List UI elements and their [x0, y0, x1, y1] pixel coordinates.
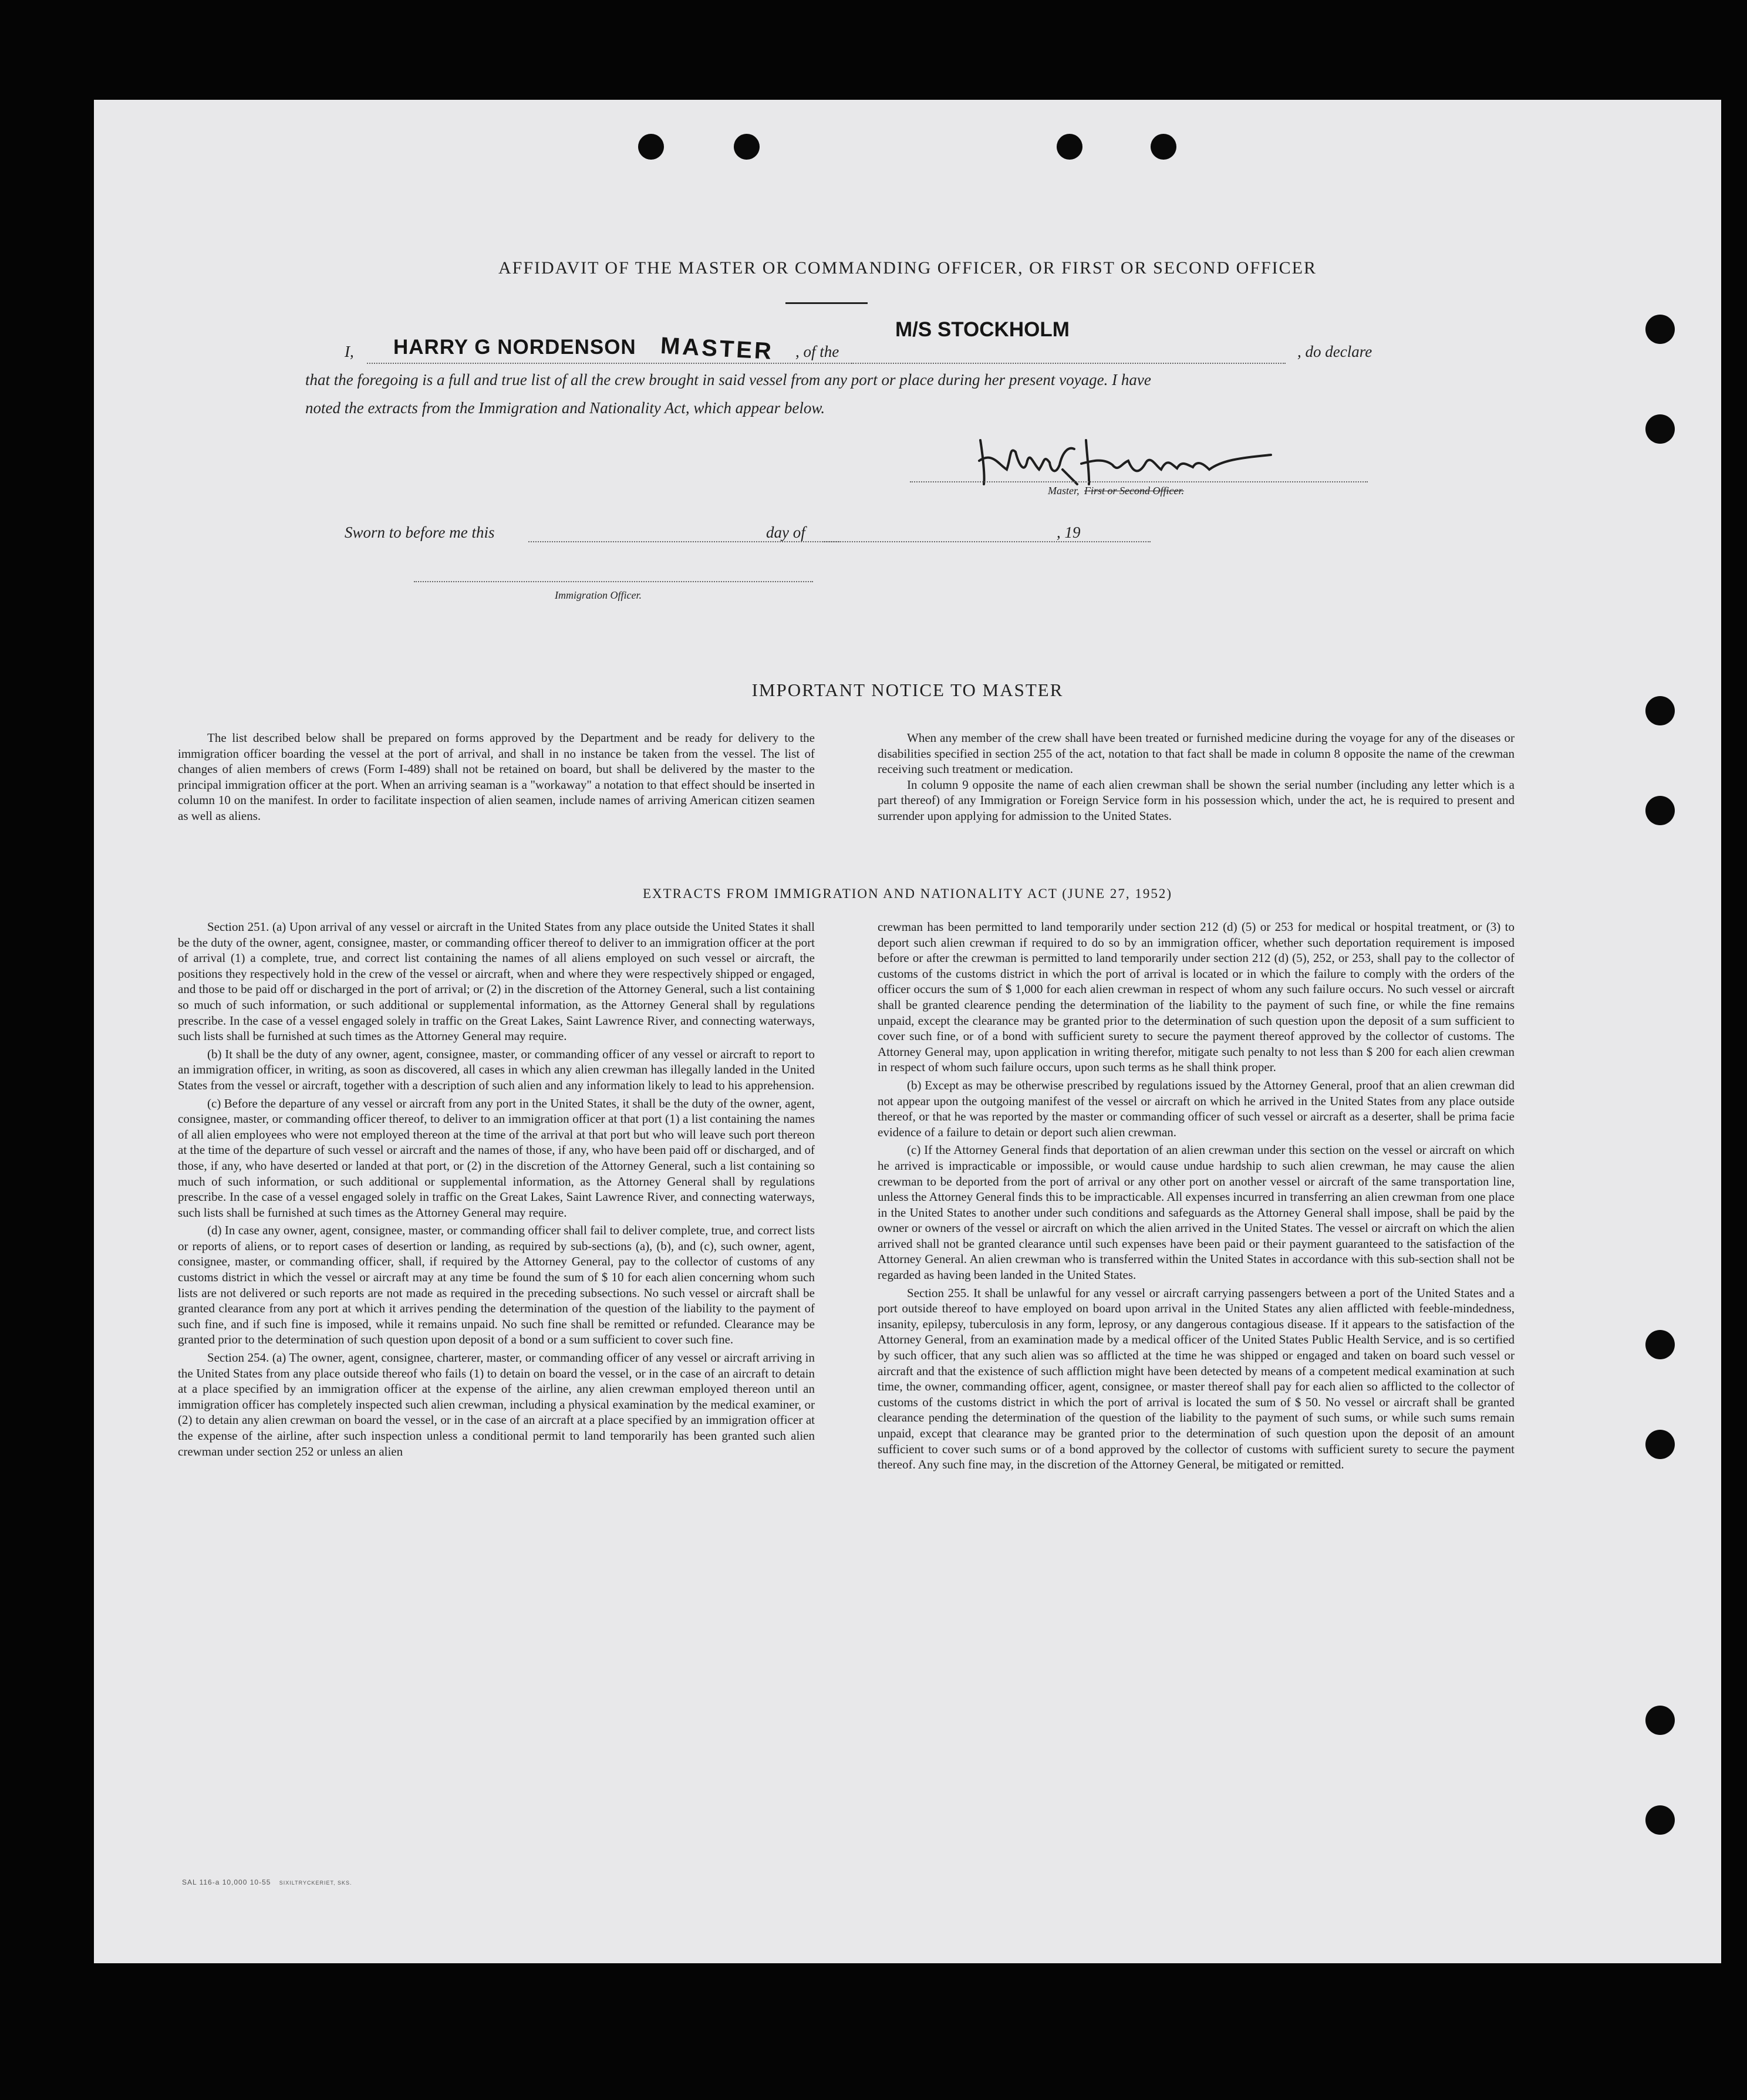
- master-rank-stamp: MASTER: [660, 332, 774, 365]
- signature-label: [1048, 485, 1184, 497]
- declare-line-2: that the foregoing is a full and true list of all the crew brought in said vessel from any port or place during her present voyage. I have: [305, 371, 1151, 389]
- extract-paragraph: (b) It shall be the duty of any owner, agent, consignee, master, or commanding officer of any vessel or aircraft to report to an immigration officer, in writing, as soon as discovered, all cases in which any alien crewman has illegally landed in the United States from the vessel or aircraft, together with a description of such alien and any information likely to lead to his apprehension.: [178, 1046, 815, 1092]
- extract-paragraph: (b) Except as may be otherwise prescribed by regulations issued by the Attorney General, proof that an alien crewman did not appear upon the outgoing manifest of the vessel or aircraft on which he arrived in the United States from any place outside thereof, or that he was reported by the master or commanding officer of such vessel or aircraft as a deserter, shall be prima facie evidence of a failure to detain or deport such alien crewman.: [878, 1078, 1515, 1139]
- extract-paragraph: crewman has been permitted to land temporarily under section 212 (d) (5) or 253 for medical or hospital treatment, or (3) to deport such alien crewman if required to do so by an immigration officer, whether such deportation requirement is imposed before or after the crewman is permitted to land temporarily under section 212 (d) (5), 252, or 253, shall pay to the collector of customs of the customs district in which the port of arrival is located or in which the failure to comply with the orders of the officer occurs the sum of $ 1,000 for each alien crewman in respect of whom any such failure occurs. No such vessel or aircraft shall be granted clearence pending the determination of the liability to the payment of such fine, or while the fine remains unpaid, except the clearance may be granted prior to the determination of such question upon the deposit of a sum sufficient to cover such fine, or of a bond with sufficient surety to secure the payment thereof approved by the collector of customs. The Attorney General may, upon application in writing therefor, mitigate such penalty to not less than $ 200 for each alien crewman in respect of whom such failure occurs, upon such terms as he shall think proper.: [878, 920, 1515, 1075]
- extract-paragraph: Section 254. (a) The owner, agent, consignee, charterer, master, or commanding officer of any vessel or aircraft arriving in the United States from any place outside thereof who fails (1) to detain on board the vessel, or in the case of an aircraft to detain at a place specified by an immigration officer at the expense of the airline, any alien crewman employed thereon until an immigration officer has completely inspected such alien crewman, including a physical examination by the medical examiner, or (2) to detain any alien crewman on board the vessel, or in the case of an aircraft at a place specified by an immigration officer at the expense of the airline, after such inspection unless a conditional permit to land temporarily has been granted such alien crewman under section 252 or unless an alien: [178, 1351, 815, 1458]
- notice-left-paragraph: The list described below shall be prepared on forms approved by the Department and be ready for delivery to the immigration officer boarding the vessel at the port of arrival, and shall in no instance be taken from the vessel. The list of changes of alien members of crews (Form I-489) shall not be retained on board, but shall be delivered by the master to the principal immigration officer at the port. When an arriving seaman is a "workaway" a notation to that effect should be inserted in column 10 on the manifest. In order to facilitate inspection of alien seamen, include names of arriving American citizen seamen as well as aliens.: [178, 731, 815, 823]
- master-signature: [974, 428, 1280, 487]
- name-line: [367, 363, 889, 364]
- immigration-officer-label: Immigration Officer.: [555, 589, 642, 601]
- punch-hole: [1645, 796, 1675, 825]
- declare-prefix: I,: [345, 343, 354, 360]
- declare-line-3: noted the extracts from the Immigration and Nationality Act, which appear below.: [305, 399, 825, 417]
- signature-scribble-icon: [974, 428, 1280, 487]
- punch-hole: [734, 134, 760, 160]
- signature-line: [910, 481, 1368, 482]
- punch-hole: [638, 134, 664, 160]
- punch-hole: [1151, 134, 1176, 160]
- title-divider: [785, 302, 868, 304]
- form-code-number: SAL 116-a 10,000 10-55: [182, 1878, 271, 1886]
- notice-right-paragraph-2: In column 9 opposite the name of each alien crewman shall be shown the serial number (including any letter which is a part thereof) of any Immigration or Foreign Service form in his possession which, under the act, he is required to present and surrender upon applying for admission to the United States.: [878, 777, 1515, 823]
- affidavit-title: AFFIDAVIT OF THE MASTER OR COMMANDING OFFICER, OR FIRST OR SECOND OFFICER: [498, 258, 1317, 278]
- extracts-right-column: [878, 919, 1515, 1473]
- of-the-label: , of the: [795, 343, 839, 360]
- sworn-prefix: Sworn to before me this: [345, 524, 495, 541]
- punch-hole: [1057, 134, 1082, 160]
- notice-right-column: [878, 730, 1515, 824]
- extract-paragraph: (c) If the Attorney General finds that deportation of an alien crewman under this section on the vessel or aircraft on which he arrived is impracticable or impossible, or would cause undue hardship to such alien crewman, he may cause the alien crewman to be deported from the port of arrival or any other port on another vessel or aircraft of the same transportation line, unless the Attorney General finds this to be impracticable. All expenses incurred in transferring an alien crewman from one place in the United States to another under such conditions and safeguards as the Attorney General shall impose, shall be paid by the owner or owners of the vessel or aircraft on which the alien arrived in the United States. The vessel or aircraft on which the alien arrived shall not be granted clearance until such expenses have been paid or their payment guaranteed to the satisfaction of the Attorney General. An alien crewman who is transferred within the United States in accordance with this sub-section shall not be regarded as having been landed in the United States.: [878, 1143, 1515, 1282]
- printer-name: SIXILTRYCKERIET, SKS.: [279, 1880, 352, 1886]
- sworn-day-of: day of: [766, 524, 805, 541]
- extract-paragraph: (d) In case any owner, agent, consignee, master, or commanding officer shall fail to deliver complete, true, and correct lists or reports of aliens, or to report cases of desertion or landing, as required by sub-sections (a), (b), and (c), such owner, agent, consignee, master, or commanding officer, shall, if required by the Attorney General, pay to the collector of customs of any customs district in which the vessel or aircraft may at any time be found the sum of $ 10 for each alien concerning whom such lists are not delivered or such reports are not made as required in the preceding subsections. No such vessel or aircraft shall be granted clearance from any port at which it arrives pending the determination of the question of the liability to the payment of such fine, and if such fine is imposed, while it remains unpaid. No such fine shall be remitted or refunded. Clearance may be granted prior to the determination of such question upon deposit of a bond or a sum sufficient to cover such fine.: [178, 1223, 815, 1347]
- signature-label-master: Master,: [1048, 485, 1080, 497]
- extract-paragraph: Section 255. It shall be unlawful for any vessel or aircraft carrying passengers between a port of the United States and a port outside thereof to have employed on board upon arrival in the United States any alien afflicted with feeble-mindedness, insanity, epilepsy, tuberculosis in any form, leprosy, or any dangerous contagious disease. If it appears to the satisfaction of the Attorney General, from an examination made by a medical officer of the United States Public Health Service, and is so certified by such officer, that any such alien was so afflicted at the time he was shipped or engaged and taken on board such vessel or aircraft and that the existence of such affliction might have been detected by means of a competent medical examination at such time, the owner, commanding officer, agent, consignee, or master thereof shall pay for each alien so afflicted to the collector of customs of the customs district in which the port of arrival is located the sum of $ 50. No vessel or aircraft shall be granted clearance pending the determination of the question of the liability to the payment of such sums, or while such sums remain unpaid, except that clearance may be granted prior to the determination of such question upon the deposit of an amount sufficient to cover such sums or of a bond approved by the collector of customs with sufficient surety to secure the payment thereof. Any such fine may, in the discretion of the Attorney General, be mitigated or remitted.: [878, 1285, 1515, 1472]
- punch-hole: [1645, 1330, 1675, 1359]
- master-name-stamp: HARRY G NORDENSON: [393, 336, 636, 359]
- extract-paragraph: Section 251. (a) Upon arrival of any vessel or aircraft in the United States from any place outside the United States it shall be the duty of the owner, agent, consignee, master, or commanding officer thereof to deliver to an immigration officer at the port of arrival (1) a complete, true, and correct list containing the names of all aliens employed on such vessel or aircraft, the positions they respectively hold in the crew of the vessel or aircraft, when and where they were respectively shipped or engaged, and those to be paid off or discharged in the port of arrival; or (2) in the discretion of the Attorney General, such a list containing so much of such information, or such additional or supplemental information, as the Attorney General shall by regulations prescribe. In the case of a vessel engaged solely in traffic on the Great Lakes, Saint Lawrence River, and connecting waterways, such lists shall be furnished at such times as the Attorney General may require.: [178, 920, 815, 1044]
- notice-title: IMPORTANT NOTICE TO MASTER: [751, 680, 1064, 700]
- punch-hole: [1645, 414, 1675, 444]
- punch-hole: [1645, 1430, 1675, 1459]
- punch-hole: [1645, 1706, 1675, 1735]
- sworn-month-line: [822, 541, 1151, 542]
- notice-left-column: [178, 730, 815, 824]
- punch-hole: [1645, 1805, 1675, 1835]
- officer-line: [414, 581, 813, 582]
- extracts-title: EXTRACTS FROM IMMIGRATION AND NATIONALITY ACT (JUNE 27, 1952): [642, 886, 1173, 901]
- document-page: [94, 100, 1721, 1963]
- extracts-left-column: [178, 919, 815, 1459]
- form-code: [182, 1878, 352, 1886]
- signature-label-struck: First or Second Officer.: [1084, 485, 1184, 497]
- punch-hole: [1645, 315, 1675, 344]
- vessel-name-stamp: M/S STOCKHOLM: [895, 318, 1070, 341]
- extract-paragraph: (c) Before the departure of any vessel or aircraft from any port in the United States, it shall be the duty of the owner, agent, consignee, master, or commanding officer thereof, to deliver to an immigration officer at that port (1) a list containing the names of all alien employees who were not employed thereon at the time of the arrival at that port but who will leave such port thereon at the time of the departure of such vessel or aircraft and the names of those, if any, who have been paid off or discharged, and of those, if any, who have deserted or landed at that port, or (2) in the discretion of the Attorney General, such a list containing so much of such information, or such additional or supplemental information, as the Attorney General shall by regulations prescribe. In the case of a vessel engaged solely in traffic on the Great Lakes, Saint Lawrence River, and connecting waterways, such lists shall be furnished at such times as the Attorney General may require.: [178, 1096, 815, 1220]
- vessel-line: [851, 363, 1286, 364]
- declare-suffix: , do declare: [1297, 343, 1372, 360]
- notice-right-paragraph-1: When any member of the crew shall have been treated or furnished medicine during the voyage for any of the diseases or disabilities specified in section 255 of the act, notation to that fact shall be made in column 8 opposite the name of the crewman receiving such treatment or medication.: [878, 731, 1515, 776]
- sworn-year: , 19: [1057, 524, 1081, 541]
